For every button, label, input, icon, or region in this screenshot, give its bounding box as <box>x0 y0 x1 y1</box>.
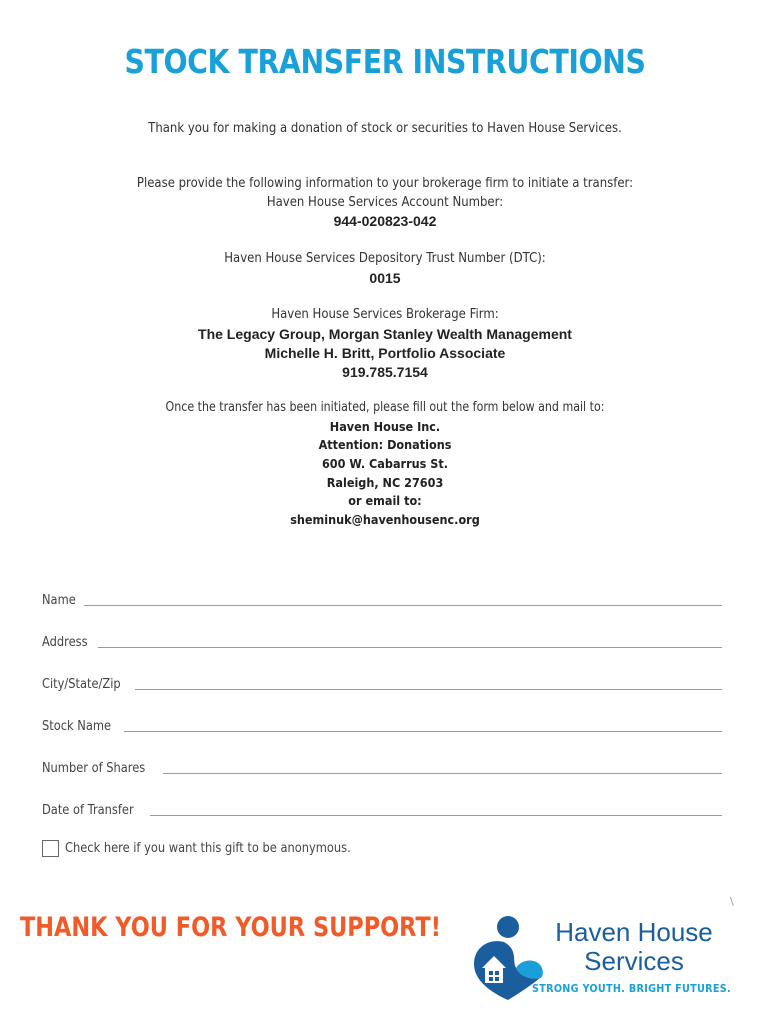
brokerage-label: Haven House Services Brokerage Firm: <box>271 307 499 322</box>
anonymous-gift-row[interactable] <box>42 840 390 857</box>
thank-you-banner: THANK YOU FOR YOUR SUPPORT! <box>20 912 441 943</box>
city-state-zip-field[interactable] <box>42 672 722 692</box>
date-of-transfer-label: Date of Transfer <box>42 803 134 818</box>
anonymous-checkbox[interactable] <box>42 840 59 857</box>
mailing-org: Haven House Inc. <box>329 419 441 434</box>
city-state-zip-label: City/State/Zip <box>42 677 121 692</box>
mailing-email: sheminuk@havenhousenc.org <box>290 512 480 527</box>
brokerage-phone: 919.785.7154 <box>342 364 428 380</box>
intro-instructions: Please provide the following information to your brokerage firm to initiate a transfer: <box>136 176 634 191</box>
anonymous-label: Check here if you want this gift to be anonymous. <box>65 841 351 856</box>
brokerage-contact: Michelle H. Britt, Portfolio Associate <box>264 345 506 361</box>
mailing-city: Raleigh, NC 27603 <box>326 475 444 490</box>
intro-thank-you: Thank you for making a donation of stock or securities to Haven House Services. <box>148 121 622 136</box>
stock-name-label: Stock Name <box>42 719 112 734</box>
dtc-value: 0015 <box>369 270 401 286</box>
address-line[interactable] <box>98 647 722 648</box>
brokerage-firm: The Legacy Group, Morgan Stanley Wealth Management <box>198 326 572 342</box>
haven-house-logo <box>468 912 738 1002</box>
number-of-shares-line[interactable] <box>163 773 722 774</box>
dtc-label: Haven House Services Depository Trust Number (DTC): <box>224 251 546 266</box>
logo-tagline: STRONG YOUTH. BRIGHT FUTURES. <box>532 983 731 995</box>
account-number-label: Haven House Services Account Number: <box>266 195 504 210</box>
mailing-or-email: or email to: <box>348 493 422 508</box>
stock-name-field[interactable] <box>42 714 722 734</box>
logo-line-2: Services <box>584 946 684 976</box>
mailing-instruction: Once the transfer has been initiated, please fill out the form below and mail to: <box>165 400 605 415</box>
logo-wordmark <box>544 918 724 976</box>
date-of-transfer-line[interactable] <box>150 815 722 816</box>
logo-line-1: Haven House <box>555 917 713 947</box>
number-of-shares-label: Number of Shares <box>42 761 146 776</box>
address-field[interactable] <box>42 630 722 650</box>
page-title: STOCK TRANSFER INSTRUCTIONS <box>124 42 646 81</box>
name-label: Name <box>42 593 76 608</box>
number-of-shares-field[interactable] <box>42 756 722 776</box>
mailing-attention: Attention: Donations <box>318 437 452 452</box>
account-number-value: 944-020823-042 <box>333 213 437 229</box>
name-line[interactable] <box>84 605 722 606</box>
date-of-transfer-field[interactable] <box>42 798 722 818</box>
stock-name-line[interactable] <box>124 731 722 732</box>
city-state-zip-line[interactable] <box>135 689 722 690</box>
name-field[interactable] <box>42 588 722 608</box>
stray-mark: \ <box>730 895 734 908</box>
mailing-street: 600 W. Cabarrus St. <box>321 456 449 471</box>
address-label: Address <box>42 635 88 650</box>
